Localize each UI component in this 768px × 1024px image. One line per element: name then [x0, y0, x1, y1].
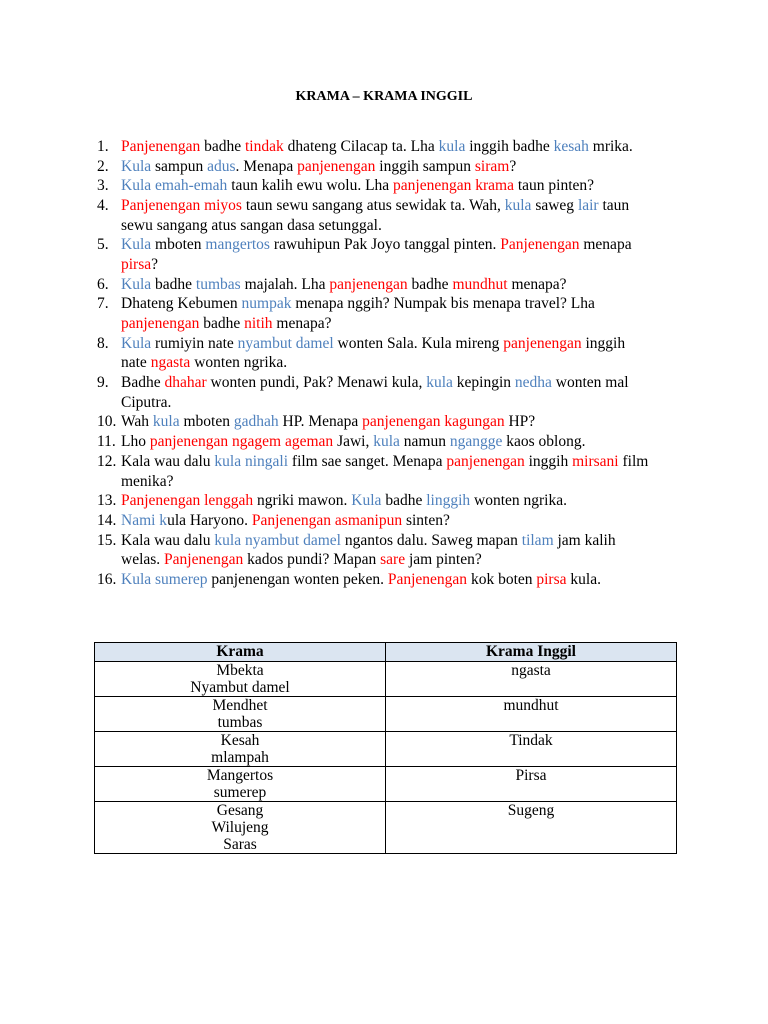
table-cell-word: tumbas	[217, 714, 263, 731]
krama-inggil-word: panjenengan	[446, 452, 525, 470]
sentence-line	[121, 570, 697, 590]
krama-inggil-word: panjenengan	[329, 275, 408, 293]
sentence-text: menika?	[121, 472, 174, 490]
krama-inggil-word: panjenengan ngagem ageman	[149, 433, 334, 451]
sentence-text: majalah. Lha	[240, 275, 330, 293]
krama-inggil-word: panjenengan	[121, 315, 200, 333]
krama-word: kula ningali	[214, 452, 289, 470]
list-number: 7.	[97, 295, 109, 313]
sentence-text: Lho	[121, 433, 150, 451]
table-cell-word: Kesah	[220, 732, 260, 749]
table-cell-word: mundhut	[503, 697, 559, 714]
krama-inggil-word: panjenengan	[297, 157, 376, 175]
sentence-line	[121, 452, 697, 472]
sentence-text: saweg	[531, 197, 578, 215]
krama-word: Kula	[121, 236, 152, 254]
sentence-line	[121, 235, 697, 255]
table-cell-word: ngasta	[511, 662, 551, 679]
sentence	[121, 511, 697, 531]
sentence-line	[121, 255, 697, 275]
sentence-text: rawuhipun Pak Joyo tanggal pinten.	[269, 236, 501, 254]
sentence-list	[97, 137, 697, 590]
sentence-text: Wah	[121, 413, 153, 431]
sentence-line	[121, 314, 697, 334]
sentence-text: Kala wau dalu	[121, 452, 215, 470]
sentence-text: kaos oblong.	[502, 433, 586, 451]
vocabulary-table	[94, 642, 677, 854]
krama-word: kesah	[553, 138, 589, 155]
list-item	[97, 137, 697, 157]
krama-word: kula	[504, 197, 532, 215]
sentence	[121, 432, 697, 452]
krama-inggil-word: mundhut	[452, 275, 508, 293]
krama-inggil-word: siram	[474, 157, 510, 175]
sentence-text: kados pundi? Mapan	[243, 551, 381, 569]
krama-word: kula	[426, 374, 453, 392]
krama-inggil-word: mirsani	[572, 452, 619, 470]
sentence-text: mboten	[151, 236, 206, 254]
krama-word: kula	[373, 433, 400, 451]
sentence-line	[121, 531, 697, 551]
sentence-text: mboten	[179, 413, 234, 431]
list-item	[97, 373, 697, 412]
sentence-text: . Menapa	[235, 157, 298, 175]
list-number: 16.	[97, 570, 117, 588]
krama-word: kula	[438, 138, 466, 155]
sentence-text: wonten ngrika.	[470, 492, 567, 510]
krama-inggil-word: panjenengan krama	[393, 177, 514, 195]
table-cell-word: Pirsa	[515, 767, 547, 784]
krama-cell	[95, 732, 386, 767]
sentence	[121, 137, 697, 157]
sentence-line	[121, 176, 697, 196]
krama-word: linggih	[426, 492, 471, 510]
sentence-text: badhe	[151, 275, 196, 293]
sentence	[121, 294, 697, 333]
table-cell-word: Wilujeng	[211, 819, 269, 836]
sentence	[121, 235, 697, 274]
list-item	[97, 452, 697, 491]
sentence-text: menapa	[579, 236, 632, 254]
krama-inggil-cell	[386, 767, 677, 802]
sentence	[121, 275, 697, 295]
table-row	[95, 697, 677, 732]
sentence-line	[121, 550, 697, 570]
sentence-text: HP?	[504, 413, 536, 431]
sentence-line	[121, 511, 697, 531]
krama-inggil-word: dhahar	[164, 374, 207, 392]
table-cell-word: Mendhet	[212, 697, 268, 714]
list-number: 4.	[97, 197, 109, 215]
krama-word: Kula	[351, 492, 382, 510]
krama-inggil-cell	[386, 732, 677, 767]
krama-inggil-word: Panjenengan	[121, 138, 201, 155]
list-number: 13.	[97, 492, 117, 510]
krama-inggil-word: Panjenengan asmanipun	[251, 511, 403, 529]
krama-word: tumbas	[195, 275, 241, 293]
sentence-text: HP. Menapa	[278, 413, 363, 431]
table-body	[95, 662, 677, 854]
sentence-text: badhe	[407, 275, 453, 293]
sentence-text: sampun	[151, 157, 208, 175]
sentence-text: jam pinten?	[405, 551, 482, 569]
list-item	[97, 235, 697, 274]
krama-inggil-word: ngasta	[150, 354, 191, 372]
sentence-text: taun sewu sangang atus sewidak ta. Wah,	[241, 197, 505, 215]
krama-inggil-word: pirsa	[121, 256, 152, 274]
krama-inggil-cell	[386, 662, 677, 697]
krama-word: Nami k	[121, 511, 168, 529]
krama-word: kula	[152, 413, 180, 431]
sentence-text: taun pinten?	[513, 177, 595, 195]
sentence-text: wonten Sala. Kula mireng	[333, 334, 504, 352]
sentence	[121, 570, 697, 590]
sentence-text: inggih badhe	[465, 138, 554, 155]
sentence-text: sinten?	[402, 511, 450, 529]
sentence-text: sewu sangang atus sangan dasa setunggal.	[121, 216, 382, 234]
sentence-text: wonten ngrika.	[190, 354, 288, 372]
sentence-text: taun kalih ewu wolu. Lha	[227, 177, 394, 195]
krama-inggil-word: panjenengan	[503, 334, 582, 352]
sentence-text: menapa?	[507, 275, 567, 293]
sentence-text: welas.	[121, 551, 165, 569]
list-number: 9.	[97, 374, 109, 392]
list-item	[97, 511, 697, 531]
sentence-text: ?	[509, 157, 517, 175]
list-number: 8.	[97, 334, 109, 352]
list-item	[97, 531, 697, 570]
list-number: 1.	[97, 138, 109, 155]
sentence-text: kepingin	[452, 374, 515, 392]
sentence-line	[121, 412, 697, 432]
sentence-text: rumiyin nate	[151, 334, 238, 352]
sentence-text: mrika.	[588, 138, 633, 155]
list-number: 11.	[97, 433, 116, 451]
sentence-text: menapa?	[272, 315, 332, 333]
sentence-text: ngriki mawon.	[253, 492, 352, 510]
sentence-text: Badhe	[121, 374, 165, 392]
krama-word: numpak	[241, 295, 292, 313]
list-item	[97, 570, 697, 590]
list-number: 12.	[97, 452, 117, 470]
sentence	[121, 334, 697, 373]
sentence-line	[121, 196, 697, 216]
krama-inggil-word: sare	[380, 551, 406, 569]
list-item	[97, 294, 697, 333]
krama-inggil-word: pirsa	[536, 570, 567, 588]
list-item	[97, 412, 697, 432]
table-cell-word: Sugeng	[507, 802, 555, 819]
list-item	[97, 157, 697, 177]
krama-cell	[95, 697, 386, 732]
sentence-text: inggih	[581, 334, 626, 352]
sentence-text: wonten mal	[551, 374, 629, 392]
krama-inggil-word: Panjenengan	[500, 236, 580, 254]
sentence-text: dhateng Cilacap ta. Lha	[283, 138, 439, 155]
table-cell-word: Gesang	[216, 802, 264, 819]
sentence-text: Dhateng Kebumen	[121, 295, 242, 313]
sentence-line	[121, 472, 697, 492]
table-header	[95, 643, 677, 662]
krama-inggil-word: nitih	[244, 315, 273, 333]
table-cell-word: Nyambut damel	[190, 679, 290, 696]
krama-word: Kula emah-emah	[121, 177, 228, 195]
sentence-text: inggih sampun	[375, 157, 475, 175]
sentence	[121, 196, 697, 235]
sentence-text: jam kalih	[553, 531, 616, 549]
krama-cell	[95, 767, 386, 802]
table-row	[95, 732, 677, 767]
table-cell-word: sumerep	[213, 784, 267, 801]
sentence	[121, 373, 697, 412]
list-number: 15.	[97, 531, 117, 549]
sentence	[121, 157, 697, 177]
sentence-text: Jawi,	[333, 433, 374, 451]
krama-word: tilam	[521, 531, 554, 549]
sentence-text: menapa nggih? Numpak bis menapa travel? Lha	[291, 295, 595, 313]
krama-inggil-word: Panjenengan	[164, 551, 244, 569]
krama-word: ngangge	[449, 433, 503, 451]
krama-inggil-word: tindak	[244, 138, 284, 155]
sentence-text: ngantos dalu. Saweg mapan	[340, 531, 522, 549]
list-number: 10.	[97, 413, 117, 431]
table-cell-word: mlampah	[211, 749, 269, 766]
list-item	[97, 334, 697, 373]
krama-word: mangertos	[205, 236, 270, 254]
sentence-line	[121, 216, 697, 236]
sentence-text: nate	[121, 354, 151, 372]
table-cell-word: Saras	[223, 836, 257, 853]
sentence	[121, 176, 697, 196]
list-number: 6.	[97, 275, 109, 293]
list-item	[97, 432, 697, 452]
sentence-line	[121, 294, 697, 314]
list-item	[97, 491, 697, 511]
sentence-text: Kala wau dalu	[121, 531, 215, 549]
list-item	[97, 275, 697, 295]
sentence-line	[121, 353, 697, 373]
krama-word: nyambut damel	[237, 334, 334, 352]
krama-word: Kula	[121, 334, 152, 352]
krama-cell	[95, 662, 386, 697]
sentence-line	[121, 393, 697, 413]
krama-inggil-word: panjenengan kagungan	[362, 413, 505, 431]
sentence-line	[121, 491, 697, 511]
sentence-text: kok boten	[467, 570, 537, 588]
sentence-line	[121, 334, 697, 354]
sentence-line	[121, 137, 697, 157]
krama-word: gadhah	[233, 413, 279, 431]
krama-inggil-word: Panjenengan miyos	[121, 197, 242, 215]
list-item	[97, 176, 697, 196]
krama-word: nedha	[514, 374, 552, 392]
table-cell-word: Mangertos	[206, 767, 274, 784]
sentence-text: panjenengan wonten peken.	[207, 570, 388, 588]
krama-cell	[95, 802, 386, 854]
krama-inggil-word: Panjenengan lenggah	[121, 492, 254, 510]
table-row	[95, 662, 677, 697]
sentence	[121, 452, 697, 491]
sentence-line	[121, 157, 697, 177]
krama-word: Kula sumerep	[121, 570, 208, 588]
sentence-text: kula.	[566, 570, 601, 588]
sentence-text: badhe	[199, 315, 245, 333]
sentence-text: badhe	[381, 492, 427, 510]
table-header-row	[95, 643, 677, 662]
sentence-text: Ciputra.	[121, 393, 172, 411]
table-row	[95, 767, 677, 802]
list-number: 14.	[97, 511, 117, 529]
sentence-text: film	[618, 452, 649, 470]
sentence	[121, 412, 697, 432]
list-number: 5.	[97, 236, 109, 254]
krama-word: Kula	[121, 157, 152, 175]
sentence-text: inggih	[524, 452, 573, 470]
krama-word: adus	[207, 157, 236, 175]
sentence-text: film sae sanget. Menapa	[288, 452, 447, 470]
column-header-krama: Krama	[95, 643, 386, 662]
sentence-text: ?	[151, 256, 159, 274]
krama-word: Kula	[121, 275, 152, 293]
krama-inggil-word: Panjenengan	[387, 570, 468, 588]
sentence-line	[121, 373, 697, 393]
list-item	[97, 196, 697, 235]
sentence-text: ula Haryono.	[167, 511, 252, 529]
sentence-line	[121, 432, 697, 452]
sentence-text: taun	[598, 197, 630, 215]
table-cell-word: Mbekta	[216, 662, 264, 679]
krama-inggil-cell	[386, 697, 677, 732]
sentence-text: wonten pundi, Pak? Menawi kula,	[206, 374, 427, 392]
krama-inggil-cell	[386, 802, 677, 854]
list-number: 3.	[97, 177, 109, 195]
krama-word: lair	[577, 197, 599, 215]
sentence	[121, 491, 697, 511]
list-number: 2.	[97, 157, 109, 175]
page-title: KRAMA – KRAMA INGGIL	[295, 89, 473, 104]
sentence-text: namun	[399, 433, 450, 451]
sentence-line	[121, 275, 697, 295]
sentence	[121, 531, 697, 570]
table-cell-word: Tindak	[509, 732, 553, 749]
table-row	[95, 802, 677, 854]
krama-word: kula nyambut damel	[214, 531, 341, 549]
sentence-text: badhe	[200, 138, 245, 155]
column-header-krama-inggil: Krama Inggil	[386, 643, 677, 662]
